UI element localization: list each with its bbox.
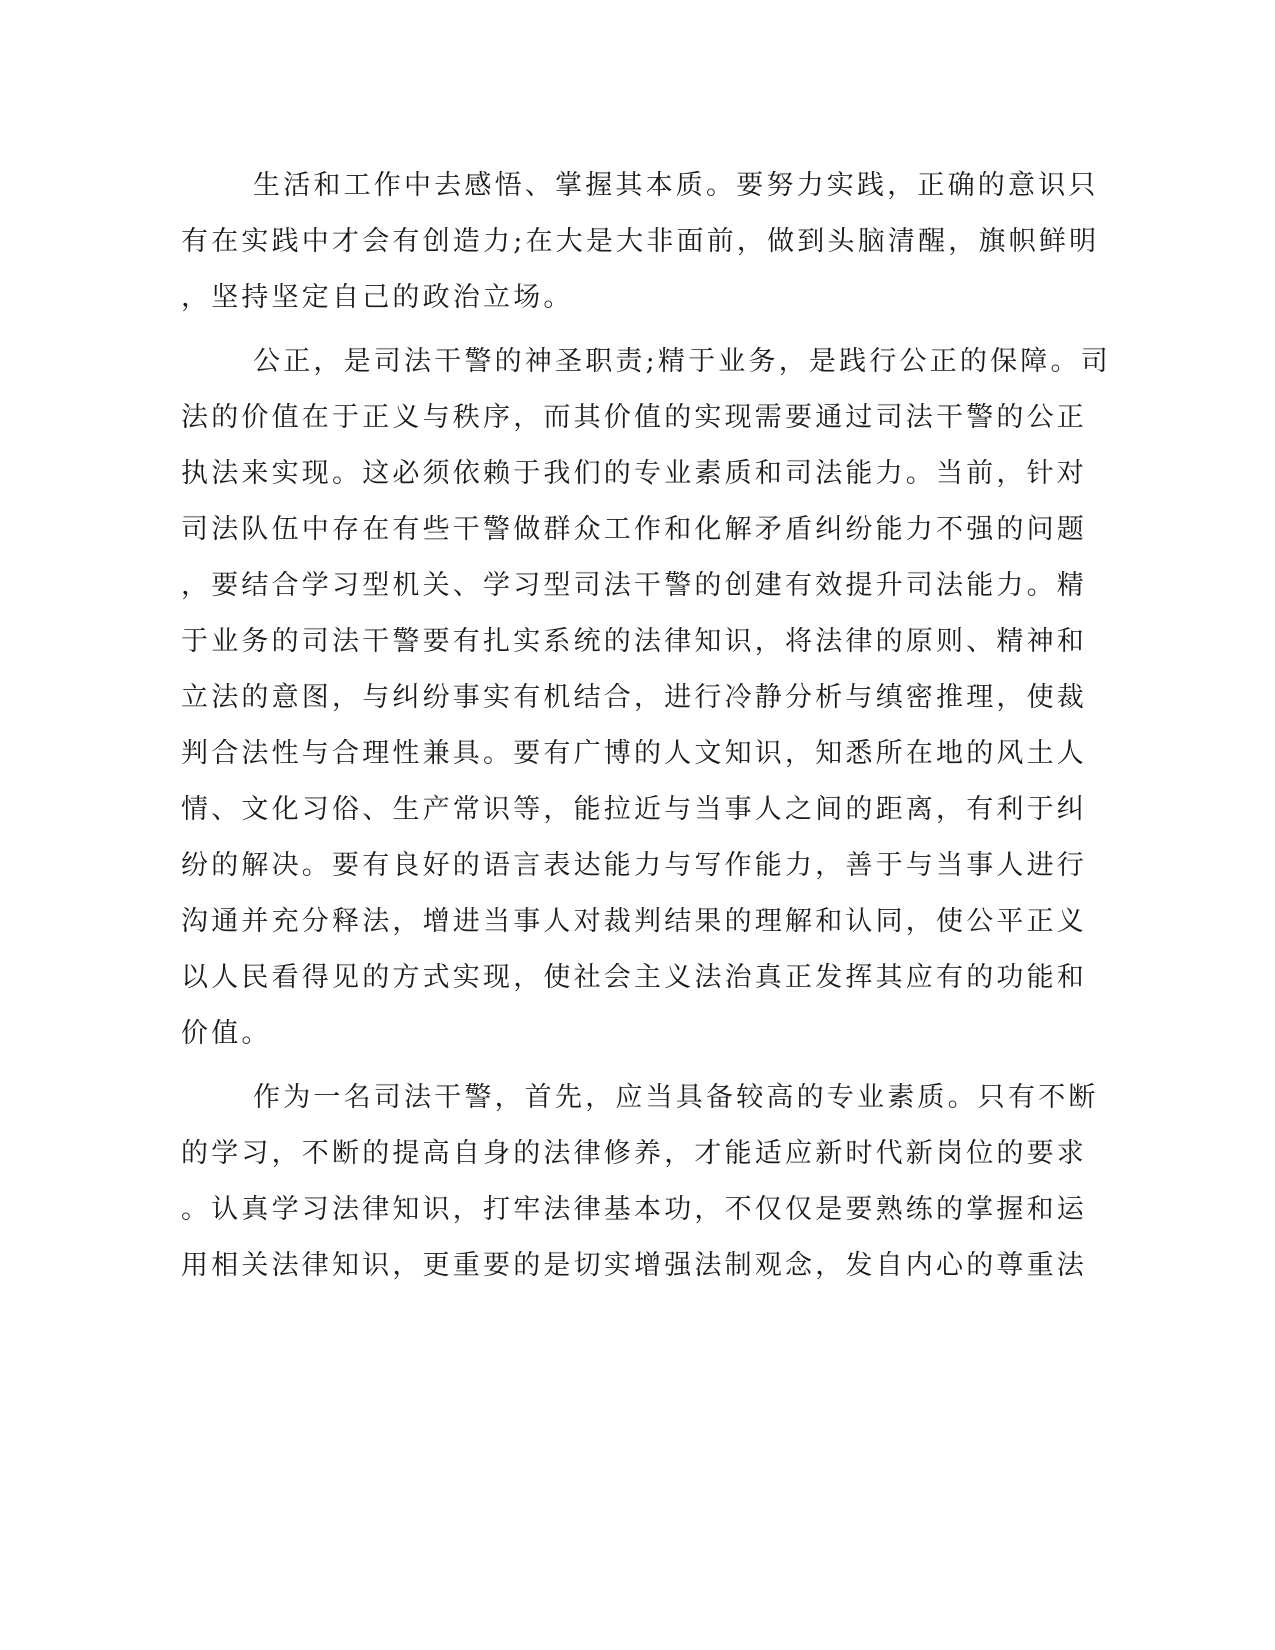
paragraph bbox=[181, 158, 1100, 326]
text-line: 的学习，不断的提高自身的法律修养，才能适应新时代新岗位的要求 bbox=[181, 1138, 1087, 1169]
text-line: 生活和工作中去感悟、掌握其本质。要努力实践，正确的意识只 bbox=[253, 170, 1099, 201]
text-line: 于业务的司法干警要有扎实系统的法律知识，将法律的原则、精神和 bbox=[181, 626, 1087, 657]
text-line: 情、文化习俗、生产常识等，能拉近与当事人之间的距离，有利于纠 bbox=[181, 794, 1087, 825]
text-line: ，坚持坚定自己的政治立场。 bbox=[181, 282, 574, 313]
paragraph-gap bbox=[181, 1062, 1041, 1070]
text-line: 以人民看得见的方式实现，使社会主义法治真正发挥其应有的功能和 bbox=[181, 962, 1087, 993]
text-line: 有在实践中才会有创造力;在大是大非面前，做到头脑清醒，旗帜鲜明 bbox=[181, 226, 1100, 257]
paragraph-gap bbox=[181, 326, 1041, 334]
text-line: 司法队伍中存在有些干警做群众工作和化解矛盾纠纷能力不强的问题 bbox=[181, 514, 1087, 545]
text-line: 沟通并充分释法，增进当事人对裁判结果的理解和认同，使公平正义 bbox=[181, 906, 1087, 937]
text-line: 价值。 bbox=[181, 1018, 272, 1049]
text-line: 用相关法律知识，更重要的是切实增强法制观念，发自内心的尊重法 bbox=[181, 1250, 1087, 1281]
text-line: 纷的解决。要有良好的语言表达能力与写作能力，善于与当事人进行 bbox=[181, 850, 1087, 881]
text-line: 执法来实现。这必须依赖于我们的专业素质和司法能力。当前，针对 bbox=[181, 458, 1087, 489]
text-line: 法的价值在于正义与秩序，而其价值的实现需要通过司法干警的公正 bbox=[181, 402, 1087, 433]
text-line: 。认真学习法律知识，打牢法律基本功，不仅仅是要熟练的掌握和运 bbox=[181, 1194, 1087, 1225]
document-body bbox=[181, 158, 1111, 1294]
text-line: 作为一名司法干警，首先，应当具备较高的专业素质。只有不断 bbox=[253, 1082, 1099, 1113]
text-line: 公正，是司法干警的神圣职责;精于业务，是践行公正的保障。司 bbox=[253, 346, 1111, 377]
text-line: 判合法性与合理性兼具。要有广博的人文知识，知悉所在地的风土人 bbox=[181, 738, 1087, 769]
text-line: ，要结合学习型机关、学习型司法干警的创建有效提升司法能力。精 bbox=[181, 570, 1087, 601]
paragraph bbox=[181, 1070, 1099, 1294]
text-line: 立法的意图，与纠纷事实有机结合，进行冷静分析与缜密推理，使裁 bbox=[181, 682, 1087, 713]
paragraph bbox=[181, 334, 1111, 1062]
